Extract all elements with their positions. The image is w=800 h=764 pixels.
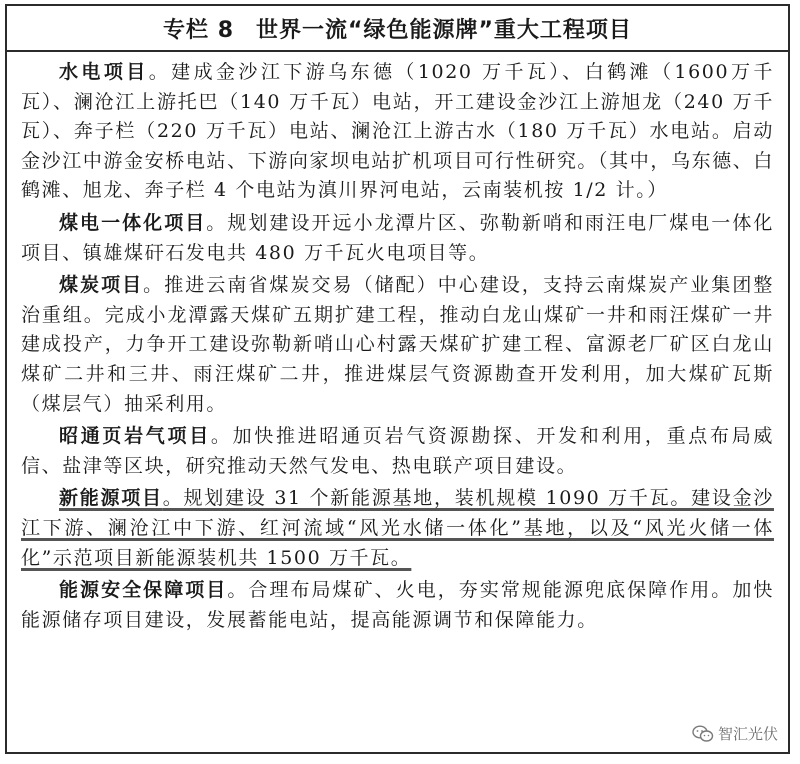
section-body: 。合理布局煤矿、火电，夯实常规能源兜底保障作用。加快能源储存项目建设，发展蓄能电站，提高能源调节和保障能力。 — [21, 579, 774, 631]
section-body: 。建成金沙江下游乌东德（1020 万千瓦）、白鹤滩（1600万千瓦）、澜沧江上游托巴（140 万千瓦）电站，开工建设金沙江上游旭龙（240 万千瓦）、奔子栏（220 万千瓦）电站、澜沧江上游古水（180 万千瓦）水电站。启动金沙江中游金安桥电站、下游向家坝电站扩机项目可行性研究。（其中，乌东德、白鹤滩、旭龙、奔子栏 4 个电站为滇川界河电站，云南装机按 1/2 计。） — [21, 61, 775, 202]
section-heading: 能源安全保障项目 — [59, 579, 228, 602]
section-energy-security — [21, 576, 774, 635]
section-heading: 水电项目 — [59, 61, 149, 83]
section-heading: 新能源项目 — [59, 487, 163, 510]
section-coal-power — [21, 209, 774, 268]
section-hydropower — [21, 58, 774, 206]
box-content — [7, 52, 788, 635]
section-heading: 煤炭项目 — [59, 274, 144, 297]
box-title-bar — [7, 6, 788, 52]
section-body: 。加快推进昭通页岩气资源勘探、开发和利用，重点布局威信、盐津等区块，研究推动天然气发电、热电联产项目建设。 — [21, 425, 774, 477]
section-body: 。规划建设开远小龙潭片区、弥勒新哨和雨汪电厂煤电一体化项目、镇雄煤矸石发电共 480 万千瓦火电项目等。 — [21, 211, 774, 264]
box-title: 世界一流“绿色能源牌”重大工程项目 — [256, 17, 632, 43]
watermark-text: 智汇光伏 — [717, 725, 778, 743]
section-body: 。规划建设 31 个新能源基地，装机规模 1090 万千瓦。建设金沙江下游、澜沧江中下游、红河流域“风光水储一体化”基地，以及“风光火储一体化”示范项目新能源装机共 1500 万千瓦。 — [21, 487, 774, 569]
section-shale-gas — [21, 422, 774, 481]
section-body: 。推进云南省煤炭交易（储配）中心建设，支持云南煤炭产业集团整治重组。完成小龙潭露天煤矿五期扩建工程，推动白龙山煤矿一井和雨汪煤矿一井建成投产，力争开工建设弥勒新哨山心村露天煤矿扩建工程、富源老厂矿区白龙山煤矿二井和三井、雨汪煤矿二井，推进煤层气资源勘查开发利用，加大煤矿瓦斯（煤层气）抽采利用。 — [21, 274, 774, 415]
feature-box — [5, 4, 790, 754]
section-new-energy — [21, 484, 774, 573]
section-heading: 昭通页岩气项目 — [59, 425, 211, 448]
watermark — [688, 721, 782, 746]
section-coal — [21, 271, 774, 419]
column-number: 专栏 8 — [163, 17, 235, 43]
wechat-icon — [692, 725, 714, 743]
section-heading: 煤电一体化项目 — [59, 211, 207, 234]
